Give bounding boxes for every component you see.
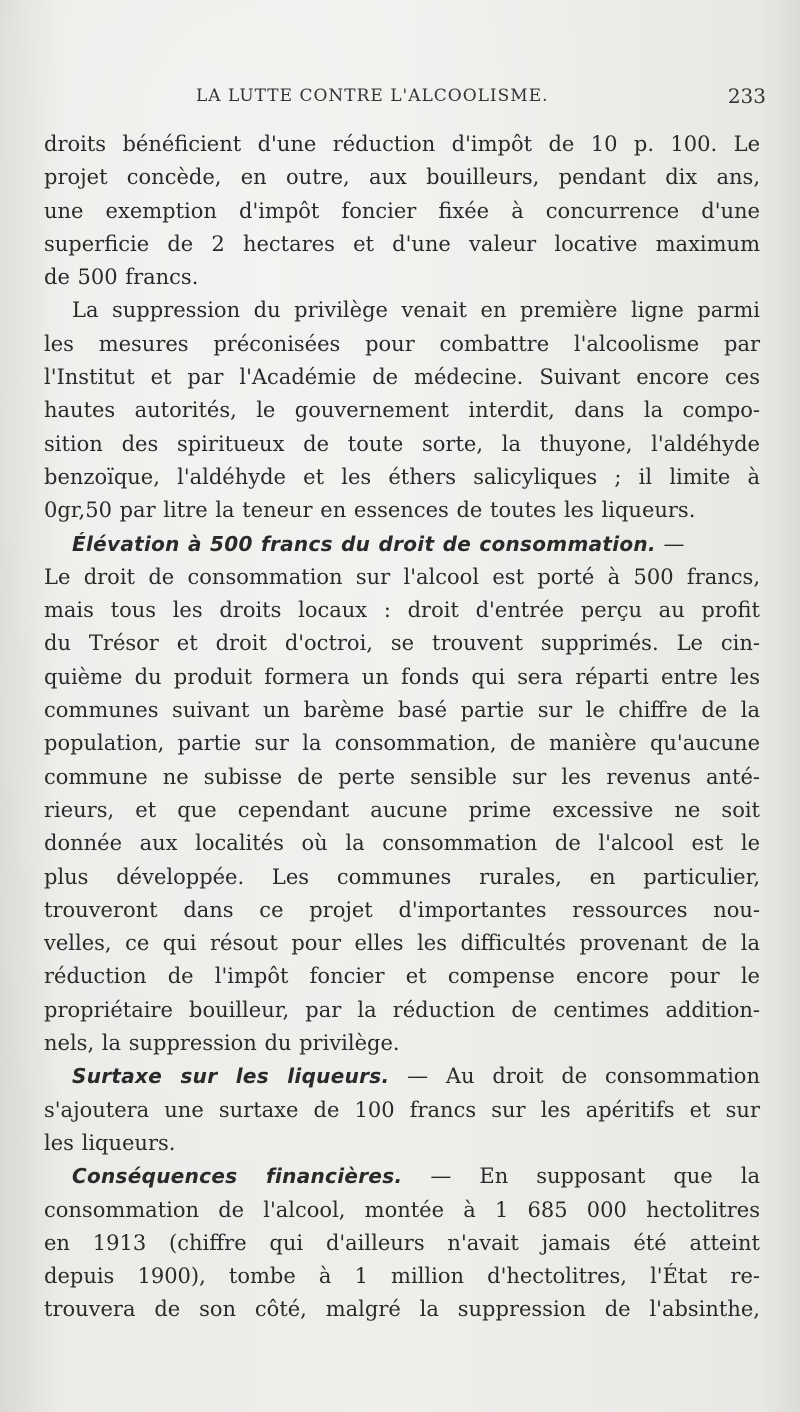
text-line: trouveront dans ce projet d'importantes ressources nou- [44,897,760,922]
text-line: propriétaire bouilleur, par la réduction de centimes addition- [44,997,760,1022]
heading-rest: — Au droit de consommation [389,1064,760,1089]
text-line: nels, la suppression du privilège. [44,1031,400,1056]
text-line: La suppression du privilège venait en première ligne parmi [72,298,760,323]
section-heading: Élévation à 500 francs du droit de consommation. [72,531,656,556]
section-heading: Surtaxe sur les liqueurs. [72,1064,390,1089]
text-line: l'Institut et par l'Académie de médecine. Suivant encore ces [44,365,760,390]
text-line: sition des spiritueux de toute sorte, la thuyone, l'aldéhyde [44,431,760,456]
text-line: benzoïque, l'aldéhyde et les éthers salicyliques ; il limite à [44,464,760,489]
text-line: velles, ce qui résout pour elles les difficultés provenant de la [44,931,760,956]
text-line: population, partie sur la consommation, de manière qu'aucune [44,731,760,756]
page-body [44,128,760,1327]
text-line: du Trésor et droit d'octroi, se trouvent supprimés. Le cin- [44,631,760,656]
text-line: hautes autorités, le gouvernement interdit, dans la compo- [44,398,760,423]
text-line: quième du produit formera un fonds qui sera réparti entre les [44,664,760,689]
text-line: Le droit de consommation sur l'alcool est porté à 500 francs, [44,564,760,589]
text-line: 0gr,50 par litre la teneur en essences de toutes les liqueurs. [44,498,696,523]
text-line: communes suivant un barème basé partie sur le chiffre de la [44,698,760,723]
text-line: en 1913 (chiffre qui d'ailleurs n'avait jamais été atteint [44,1230,760,1255]
text-line: trouvera de son côté, malgré la suppression de l'absinthe, [44,1297,760,1322]
text-line: s'ajoutera une surtaxe de 100 francs sur les apéritifs et sur [44,1097,760,1122]
heading-rest: — En supposant que la [402,1164,760,1189]
text-line: de 500 francs. [44,265,199,290]
running-header [196,86,766,114]
text-line: rieurs, et que cependant aucune prime excessive ne soit [44,797,760,822]
section-heading-line [44,1160,760,1193]
section-heading-line [44,528,760,561]
text-line: réduction de l'impôt foncier et compense encore pour le [44,964,760,989]
text-line: donnée aux localités où la consommation de l'alcool est le [44,831,760,856]
text-line: droits bénéficient d'une réduction d'impôt de 10 p. 100. Le [44,132,760,156]
text-line: plus développée. Les communes rurales, en particulier, [44,864,760,889]
text-line: superficie de 2 hectares et d'une valeur locative maximum [44,231,760,256]
text-line: commune ne subisse de perte sensible sur les revenus anté- [44,764,760,789]
text-line: mais tous les droits locaux : droit d'entrée perçu au profit [44,598,760,623]
text-line: les mesures préconisées pour combattre l'alcoolisme par [44,331,760,356]
text-line: une exemption d'impôt foncier fixée à concurrence d'une [44,198,760,223]
page-number: 233 [727,84,766,108]
section-heading-line [44,1060,760,1093]
heading-dash: — [655,531,685,556]
text-line: projet concède, en outre, aux bouilleurs, pendant dix ans, [44,165,760,190]
text-line: consommation de l'alcool, montée à 1 685 000 hectolitres [44,1197,760,1222]
text-line: depuis 1900), tombe à 1 million d'hectolitres, l'État re- [44,1264,760,1289]
section-heading: Conséquences financières. [72,1164,403,1189]
text-line: les liqueurs. [44,1130,176,1155]
running-title: LA LUTTE CONTRE L'ALCOOLISME. [196,86,549,106]
